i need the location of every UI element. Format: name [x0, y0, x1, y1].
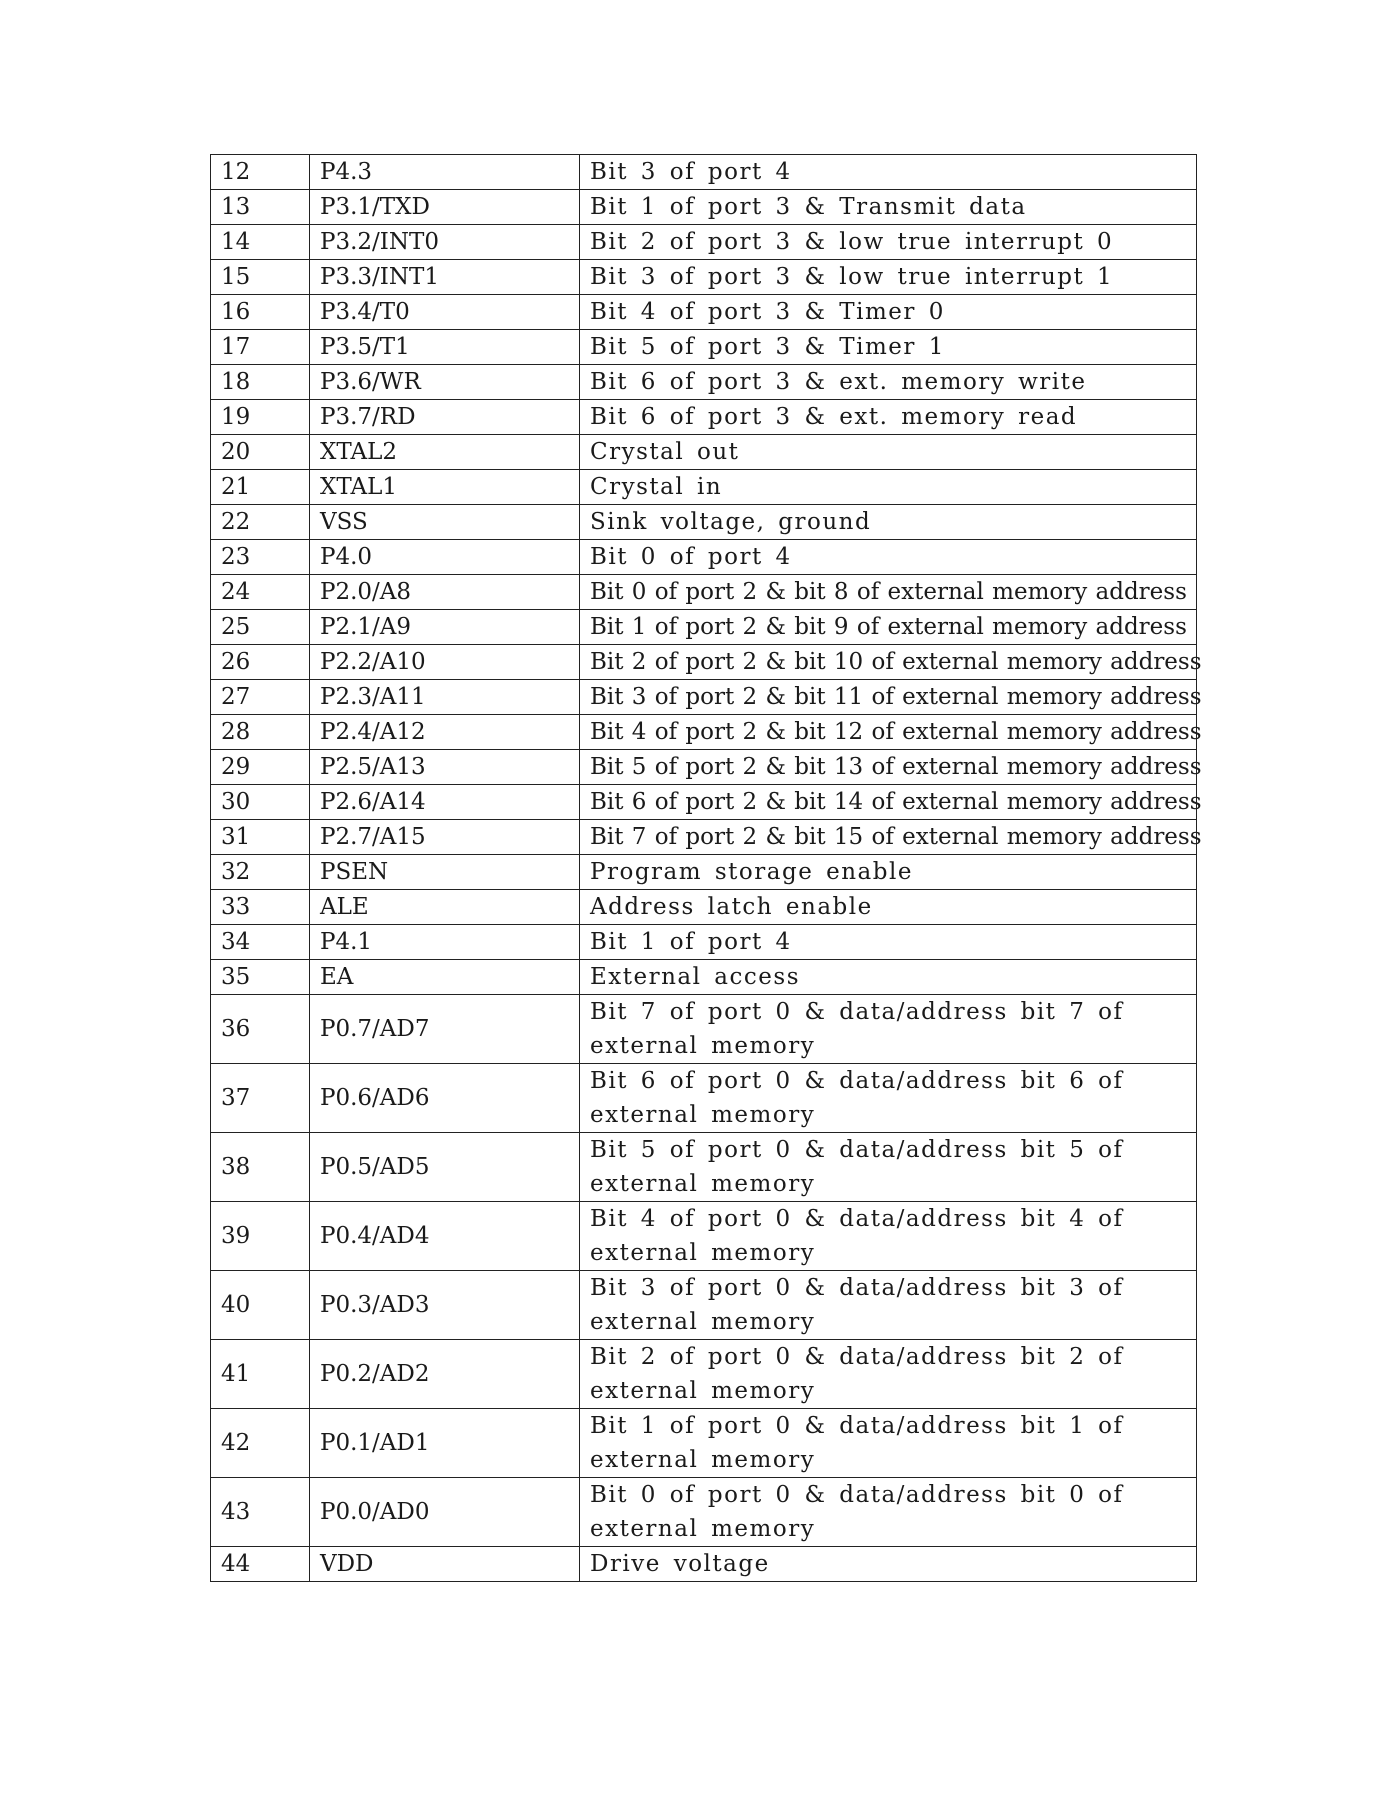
pin-name-cell: P0.7/AD7 — [310, 995, 580, 1064]
table-row — [211, 1064, 1197, 1133]
table-row — [211, 260, 1197, 295]
pin-description-cell: Bit 3 of port 2 & bit 11 of external memory address — [580, 680, 1197, 715]
pin-description-cell: Bit 6 of port 0 & data/address bit 6 of external memory — [580, 1064, 1197, 1133]
table-row — [211, 1202, 1197, 1271]
pin-description-cell: Bit 3 of port 4 — [580, 155, 1197, 190]
table-row — [211, 890, 1197, 925]
pin-description-cell: Crystal in — [580, 470, 1197, 505]
pin-name-cell: P0.6/AD6 — [310, 1064, 580, 1133]
pin-name-cell: P3.6/WR — [310, 365, 580, 400]
pin-description-cell: Bit 2 of port 0 & data/address bit 2 of external memory — [580, 1340, 1197, 1409]
pin-description-cell: Bit 2 of port 3 & low true interrupt 0 — [580, 225, 1197, 260]
table-row — [211, 505, 1197, 540]
pin-number-cell: 13 — [211, 190, 310, 225]
pin-description-cell: Bit 4 of port 3 & Timer 0 — [580, 295, 1197, 330]
pin-name-cell: P0.2/AD2 — [310, 1340, 580, 1409]
pin-description-cell: Crystal out — [580, 435, 1197, 470]
pin-number-cell: 23 — [211, 540, 310, 575]
pin-description-cell: Bit 3 of port 3 & low true interrupt 1 — [580, 260, 1197, 295]
pin-number-cell: 25 — [211, 610, 310, 645]
pin-number-cell: 12 — [211, 155, 310, 190]
pin-description-cell: Bit 7 of port 2 & bit 15 of external memory address — [580, 820, 1197, 855]
pin-number-cell: 36 — [211, 995, 310, 1064]
pin-number-cell: 33 — [211, 890, 310, 925]
pin-name-cell: PSEN — [310, 855, 580, 890]
table-row — [211, 225, 1197, 260]
pin-name-cell: XTAL1 — [310, 470, 580, 505]
pin-name-cell: P2.4/A12 — [310, 715, 580, 750]
table-row — [211, 1340, 1197, 1409]
pin-name-cell: P0.3/AD3 — [310, 1271, 580, 1340]
pin-name-cell: P3.5/T1 — [310, 330, 580, 365]
pin-name-cell: P4.1 — [310, 925, 580, 960]
pin-number-cell: 28 — [211, 715, 310, 750]
table-row — [211, 645, 1197, 680]
pin-number-cell: 39 — [211, 1202, 310, 1271]
pin-description-cell: Bit 1 of port 3 & Transmit data — [580, 190, 1197, 225]
pin-number-cell: 40 — [211, 1271, 310, 1340]
pin-number-cell: 43 — [211, 1478, 310, 1547]
pin-name-cell: P3.3/INT1 — [310, 260, 580, 295]
pin-number-cell: 38 — [211, 1133, 310, 1202]
pin-description-cell: Program storage enable — [580, 855, 1197, 890]
pin-name-cell: EA — [310, 960, 580, 995]
pin-name-cell: VDD — [310, 1547, 580, 1582]
table-row — [211, 1547, 1197, 1582]
pin-description-cell: Bit 5 of port 0 & data/address bit 5 of external memory — [580, 1133, 1197, 1202]
table-row — [211, 1409, 1197, 1478]
table-row — [211, 1478, 1197, 1547]
pin-name-cell: P0.4/AD4 — [310, 1202, 580, 1271]
pin-description-cell: Bit 1 of port 0 & data/address bit 1 of external memory — [580, 1409, 1197, 1478]
table-row — [211, 925, 1197, 960]
table-row — [211, 1271, 1197, 1340]
pin-table-body — [211, 155, 1202, 1582]
pin-name-cell: P2.3/A11 — [310, 680, 580, 715]
pin-number-cell: 15 — [211, 260, 310, 295]
table-row — [211, 470, 1197, 505]
table-row — [211, 855, 1197, 890]
table-row — [211, 785, 1197, 820]
pin-name-cell: P0.0/AD0 — [310, 1478, 580, 1547]
pin-number-cell: 20 — [211, 435, 310, 470]
pin-number-cell: 16 — [211, 295, 310, 330]
table-row — [211, 295, 1197, 330]
table-row — [211, 995, 1197, 1064]
table-row — [211, 610, 1197, 645]
pin-name-cell: P2.0/A8 — [310, 575, 580, 610]
pin-name-cell: P0.1/AD1 — [310, 1409, 580, 1478]
table-row — [211, 1133, 1197, 1202]
table-row — [211, 190, 1197, 225]
pin-name-cell: P3.1/TXD — [310, 190, 580, 225]
pin-number-cell: 32 — [211, 855, 310, 890]
pin-number-cell: 14 — [211, 225, 310, 260]
pin-name-cell: P2.2/A10 — [310, 645, 580, 680]
pin-description-cell: Bit 1 of port 4 — [580, 925, 1197, 960]
pin-number-cell: 42 — [211, 1409, 310, 1478]
pin-description-cell: External access — [580, 960, 1197, 995]
pin-number-cell: 27 — [211, 680, 310, 715]
pin-name-cell: P0.5/AD5 — [310, 1133, 580, 1202]
pin-number-cell: 17 — [211, 330, 310, 365]
pin-description-cell: Bit 0 of port 4 — [580, 540, 1197, 575]
pin-number-cell: 37 — [211, 1064, 310, 1133]
pin-description-cell: Bit 6 of port 3 & ext. memory read — [580, 400, 1197, 435]
pin-name-cell: P2.7/A15 — [310, 820, 580, 855]
pin-description-cell: Bit 6 of port 3 & ext. memory write — [580, 365, 1197, 400]
table-row — [211, 680, 1197, 715]
table-row — [211, 330, 1197, 365]
pin-description-cell: Address latch enable — [580, 890, 1197, 925]
pin-name-cell: P3.4/T0 — [310, 295, 580, 330]
pin-number-cell: 35 — [211, 960, 310, 995]
pin-name-cell: ALE — [310, 890, 580, 925]
pin-name-cell: P4.0 — [310, 540, 580, 575]
pin-description-cell: Bit 5 of port 3 & Timer 1 — [580, 330, 1197, 365]
pin-number-cell: 31 — [211, 820, 310, 855]
table-row — [211, 435, 1197, 470]
pin-name-cell: P4.3 — [310, 155, 580, 190]
pin-description-cell: Drive voltage — [580, 1547, 1197, 1582]
pin-number-cell: 34 — [211, 925, 310, 960]
pin-number-cell: 41 — [211, 1340, 310, 1409]
pin-description-cell: Bit 6 of port 2 & bit 14 of external memory address — [580, 785, 1197, 820]
table-row — [211, 540, 1197, 575]
pin-name-cell: P3.2/INT0 — [310, 225, 580, 260]
pin-description-cell: Bit 4 of port 2 & bit 12 of external memory address — [580, 715, 1197, 750]
table-row — [211, 750, 1197, 785]
pin-number-cell: 22 — [211, 505, 310, 540]
pin-number-cell: 19 — [211, 400, 310, 435]
table-row — [211, 575, 1197, 610]
pin-name-cell: VSS — [310, 505, 580, 540]
pin-description-cell: Bit 1 of port 2 & bit 9 of external memory address — [580, 610, 1197, 645]
pin-name-cell: P2.5/A13 — [310, 750, 580, 785]
pin-description-cell: Bit 0 of port 0 & data/address bit 0 of external memory — [580, 1478, 1197, 1547]
pin-description-cell: Bit 5 of port 2 & bit 13 of external memory address — [580, 750, 1197, 785]
pin-number-cell: 24 — [211, 575, 310, 610]
pin-name-cell: P3.7/RD — [310, 400, 580, 435]
pin-description-cell: Bit 0 of port 2 & bit 8 of external memory address — [580, 575, 1197, 610]
pin-number-cell: 29 — [211, 750, 310, 785]
pin-description-cell: Sink voltage, ground — [580, 505, 1197, 540]
table-row — [211, 960, 1197, 995]
table-row — [211, 715, 1197, 750]
pin-number-cell: 44 — [211, 1547, 310, 1582]
pin-number-cell: 21 — [211, 470, 310, 505]
pin-name-cell: P2.1/A9 — [310, 610, 580, 645]
pin-name-cell: P2.6/A14 — [310, 785, 580, 820]
pin-description-cell: Bit 4 of port 0 & data/address bit 4 of external memory — [580, 1202, 1197, 1271]
pin-number-cell: 30 — [211, 785, 310, 820]
table-row — [211, 155, 1197, 190]
pin-description-cell: Bit 2 of port 2 & bit 10 of external memory address — [580, 645, 1197, 680]
pin-name-cell: XTAL2 — [310, 435, 580, 470]
table-row — [211, 365, 1197, 400]
pin-description-table — [210, 154, 1202, 1582]
table-row — [211, 400, 1197, 435]
pin-number-cell: 26 — [211, 645, 310, 680]
table-row — [211, 820, 1197, 855]
pin-description-cell: Bit 3 of port 0 & data/address bit 3 of external memory — [580, 1271, 1197, 1340]
pin-number-cell: 18 — [211, 365, 310, 400]
pin-description-cell: Bit 7 of port 0 & data/address bit 7 of external memory — [580, 995, 1197, 1064]
